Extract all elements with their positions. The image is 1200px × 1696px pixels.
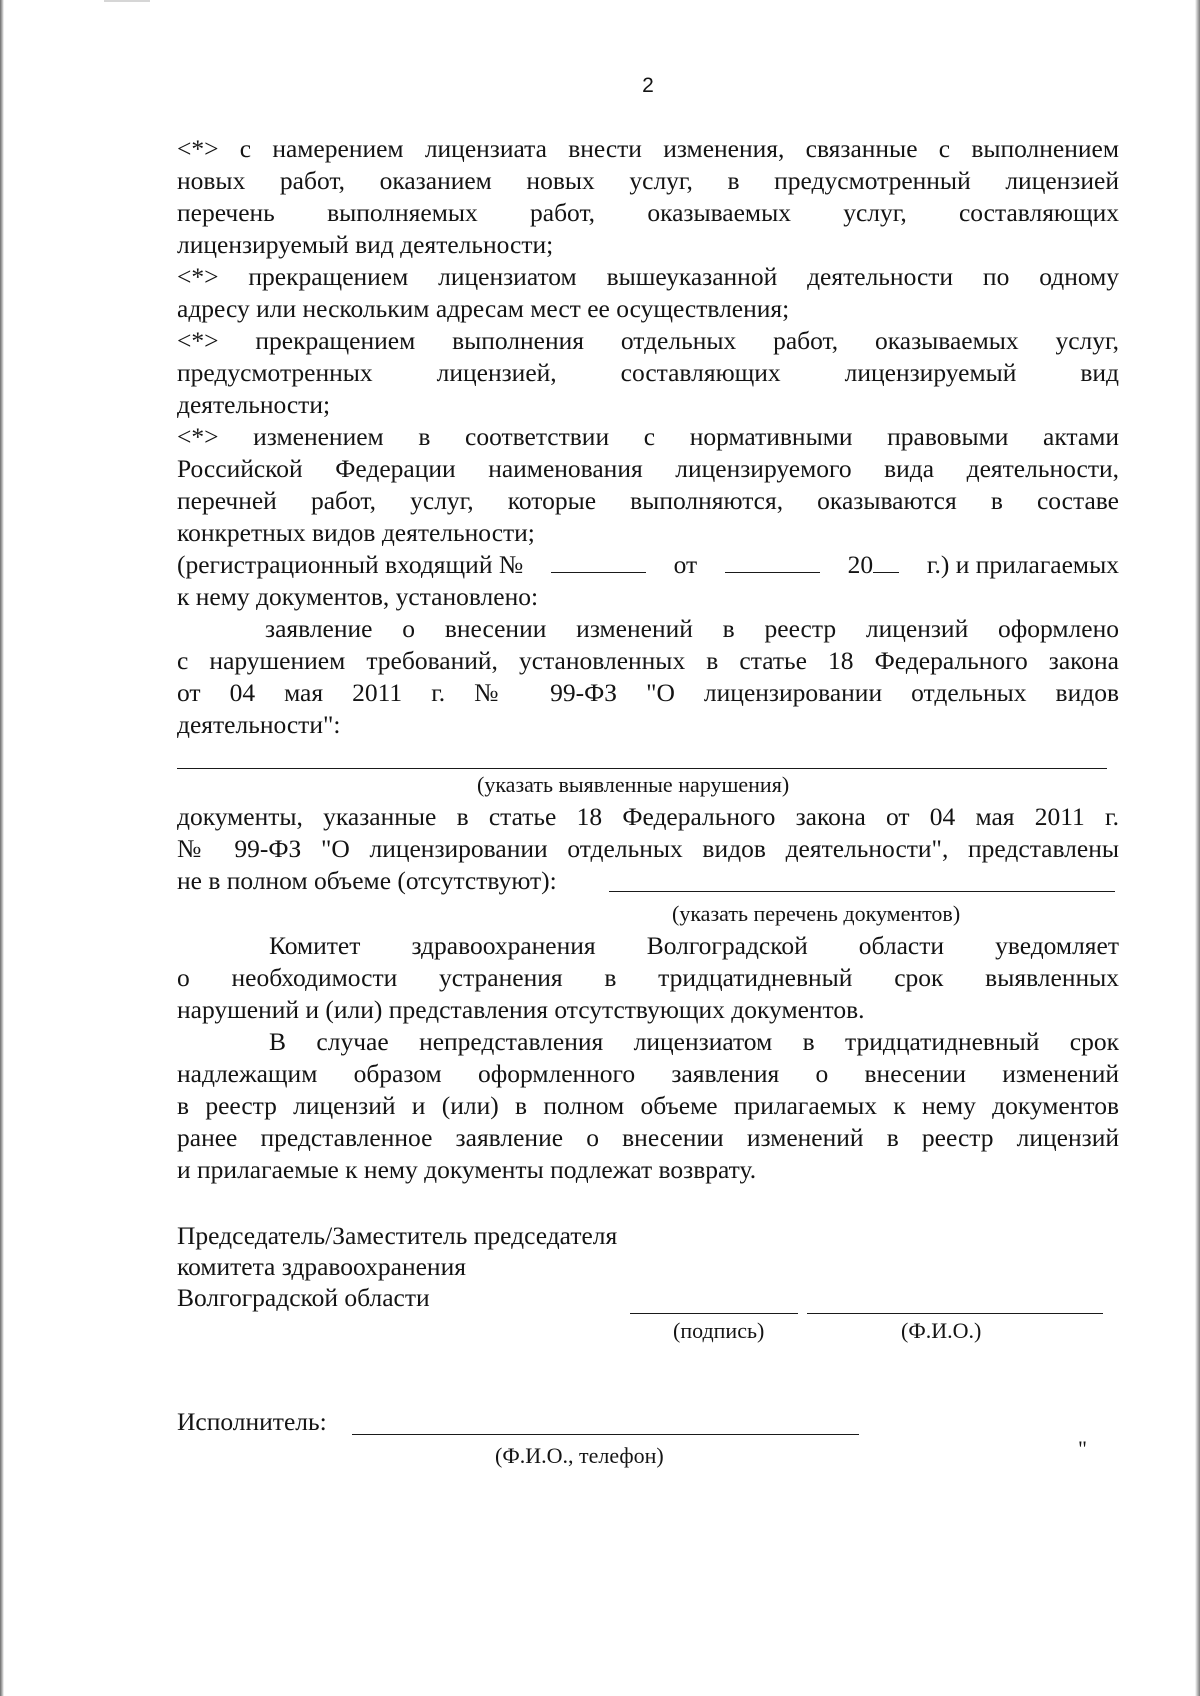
signatory-name-caption: (Ф.И.О.): [901, 1318, 982, 1343]
documents-caption: (указать перечень документов): [672, 901, 961, 926]
registration-line: [177, 549, 1119, 581]
executor-field[interactable]: [352, 1434, 859, 1435]
registration-from: от: [673, 550, 698, 579]
signature-caption: (подпись): [673, 1318, 765, 1343]
registration-date-field[interactable]: [725, 550, 820, 573]
text-line: к нему документов, установлено:: [177, 582, 539, 611]
text-line: В случае непредставления лицензиатом в тридцатидневный срок: [269, 1027, 1119, 1056]
signatory-name-field[interactable]: [807, 1313, 1103, 1314]
scan-edge-left: [0, 0, 4, 1696]
text-line: не в полном объеме (отсутствуют):: [177, 866, 557, 895]
registration-year: [848, 549, 900, 581]
signatory-title-line: Волгоградской области: [177, 1283, 430, 1312]
text-line: надлежащим образом оформленного заявления о внесении изменений: [177, 1059, 1119, 1088]
text-line: <*> прекращением лицензиатом вышеуказанной деятельности по одному: [177, 262, 1119, 291]
text-line: адресу или нескольким адресам мест ее осуществления;: [177, 294, 790, 323]
text-line: с нарушением требований, установленных в статье 18 Федерального закона: [177, 646, 1119, 675]
page-number: 2: [642, 74, 654, 97]
scan-mark: [104, 0, 150, 2]
text-line: документы, указанные в статье 18 Федерального закона от 04 мая 2011 г.: [177, 802, 1119, 831]
missing-documents-field[interactable]: [609, 891, 1115, 892]
text-line: новых работ, оказанием новых услуг, в предусмотренный лицензией: [177, 166, 1119, 195]
text-line: о необходимости устранения в тридцатидневный срок выявленных: [177, 963, 1119, 992]
signatory-title: [177, 1220, 617, 1313]
registration-suffix: г.) и прилагаемых: [926, 550, 1119, 579]
text-line: перечень выполняемых работ, оказываемых услуг, составляющих: [177, 198, 1119, 227]
violations-caption: (указать выявленные нарушения): [477, 772, 790, 797]
signatory-title-line: Председатель/Заместитель председателя: [177, 1221, 618, 1250]
signatory-title-line: комитета здравоохранения: [177, 1252, 466, 1281]
paragraph-missing-documents: [177, 801, 1119, 897]
text-line: нарушений и (или) представления отсутствующих документов.: [177, 995, 865, 1024]
paragraph-new-works: [177, 133, 1119, 741]
registration-prefix: (регистрационный входящий №: [177, 550, 524, 579]
text-line: Российской Федерации наименования лицензируемого вида деятельности,: [177, 454, 1119, 483]
registration-year-field[interactable]: [873, 550, 899, 573]
text-line: ранее представленное заявление о внесении изменений в реестр лицензий: [177, 1123, 1119, 1152]
text-line: и прилагаемые к нему документы подлежат возврату.: [177, 1155, 757, 1184]
text-line: от 04 мая 2011 г. № 99-ФЗ "О лицензировании отдельных видов: [177, 678, 1119, 707]
registration-year-prefix: 20: [847, 550, 874, 579]
scan-edge-right: [1195, 0, 1200, 1696]
text-line: <*> прекращением выполнения отдельных работ, оказываемых услуг,: [177, 326, 1119, 355]
text-line: <*> с намерением лицензиата внести изменения, связанные с выполнением: [177, 134, 1119, 163]
text-line: деятельности;: [177, 390, 331, 419]
text-line: в реестр лицензий и (или) в полном объеме прилагаемых к нему документов: [177, 1091, 1119, 1120]
executor-label: Исполнитель:: [177, 1407, 327, 1436]
text-line: заявление о внесении изменений в реестр лицензий оформлено: [265, 614, 1119, 643]
text-line: перечней работ, услуг, которые выполняются, оказываются в составе: [177, 486, 1119, 515]
signature-field[interactable]: [630, 1313, 798, 1314]
text-line: Комитет здравоохранения Волгоградской области уведомляет: [269, 931, 1119, 960]
text-line: лицензируемый вид деятельности;: [177, 230, 554, 259]
text-line: № 99-ФЗ "О лицензировании отдельных видов деятельности", представлены: [177, 834, 1119, 863]
text-line: конкретных видов деятельности;: [177, 518, 535, 547]
registration-number-field[interactable]: [551, 550, 646, 573]
closing-quote-mark: ": [1078, 1436, 1087, 1461]
executor-caption: (Ф.И.О., телефон): [495, 1443, 664, 1468]
text-line: деятельности":: [177, 710, 341, 739]
paragraph-notice: [177, 930, 1119, 1186]
violations-field[interactable]: [177, 768, 1107, 769]
text-line: предусмотренных лицензией, составляющих лицензируемый вид: [177, 358, 1119, 387]
text-line: <*> изменением в соответствии с нормативными правовыми актами: [177, 422, 1119, 451]
